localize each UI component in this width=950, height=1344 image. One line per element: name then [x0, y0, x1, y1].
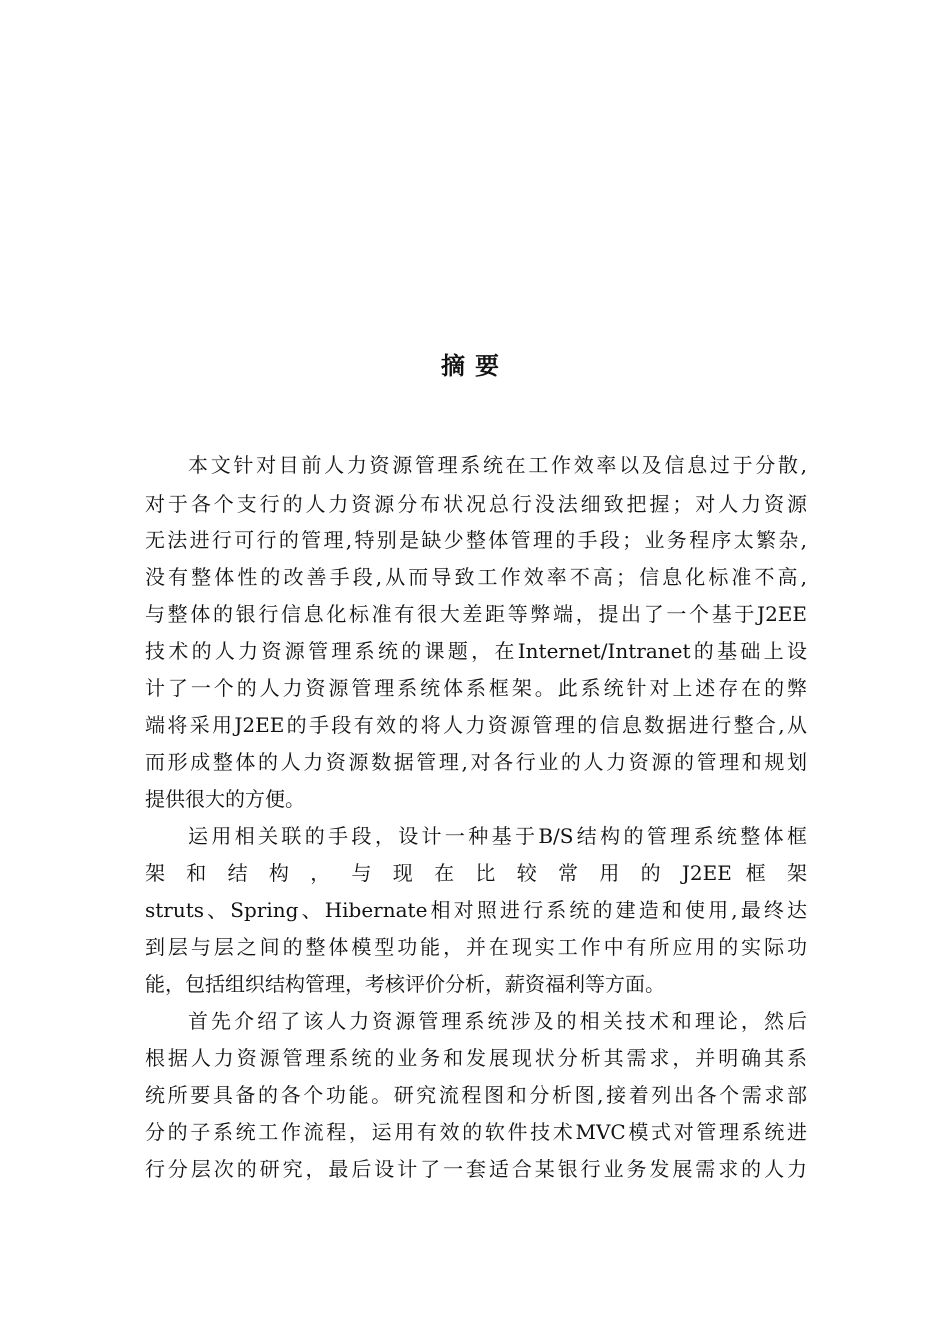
abstract-line: 架 和 结 构 ， 与 现 在 比 较 常 用 的 J2EE 框 架 [145, 861, 807, 885]
abstract-line: 根据人力资源管理系统的业务和发展现状分析其需求，并明确其系 [145, 1046, 807, 1070]
abstract-line: 端将采用J2EE的手段有效的将人力资源管理的信息数据进行整合,从 [145, 713, 807, 737]
abstract-line: 与整体的银行信息化标准有很大差距等弊端，提出了一个基于J2EE [145, 602, 807, 626]
abstract-line: 无法进行可行的管理,特别是缺少整体管理的手段；业务程序太繁杂, [145, 528, 807, 552]
abstract-line: struts、Spring、Hibernate相对照进行系统的建造和使用,最终达 [145, 898, 807, 922]
abstract-line: 提供很大的方便。 [145, 787, 305, 811]
abstract-line: 对于各个支行的人力资源分布状况总行没法细致把握；对人力资源 [145, 492, 807, 516]
abstract-line: 行分层次的研究，最后设计了一套适合某银行业务发展需求的人力 [145, 1157, 807, 1181]
abstract-line: 能，包括组织结构管理，考核评价分析，薪资福利等方面。 [145, 972, 665, 996]
abstract-line: 首先介绍了该人力资源管理系统涉及的相关技术和理论，然后 [188, 1009, 807, 1033]
page-title: 摘要 [441, 352, 509, 380]
abstract-line: 技术的人力资源管理系统的课题，在Internet/Intranet的基础上设 [145, 639, 807, 663]
abstract-line: 统所要具备的各个功能。研究流程图和分析图,接着列出各个需求部 [145, 1083, 807, 1107]
abstract-line: 计了一个的人力资源管理系统体系框架。此系统针对上述存在的弊 [145, 676, 807, 700]
abstract-line: 到层与层之间的整体模型功能，并在现实工作中有所应用的实际功 [145, 935, 807, 959]
abstract-line: 运用相关联的手段，设计一种基于B/S结构的管理系统整体框 [188, 824, 807, 848]
abstract-line: 分的子系统工作流程，运用有效的软件技术MVC模式对管理系统进 [145, 1120, 807, 1144]
abstract-line: 没有整体性的改善手段,从而导致工作效率不高；信息化标准不高, [145, 565, 807, 589]
abstract-line: 本文针对目前人力资源管理系统在工作效率以及信息过于分散, [188, 453, 807, 477]
abstract-line: 而形成整体的人力资源数据管理,对各行业的人力资源的管理和规划 [145, 750, 807, 774]
